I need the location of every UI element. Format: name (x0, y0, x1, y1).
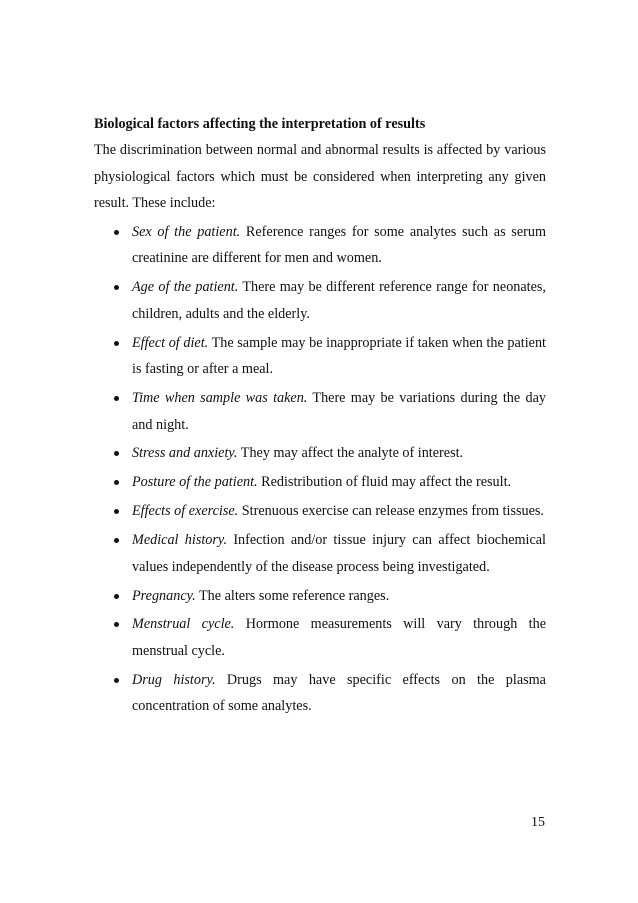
item-term: Menstrual cycle. (132, 616, 235, 633)
bullet-icon (114, 285, 119, 290)
item-term: Posture of the patient. (132, 474, 258, 491)
bullet-icon (114, 480, 119, 485)
list-item (94, 527, 546, 580)
item-term: Medical history. (132, 532, 227, 549)
list-item (94, 330, 546, 383)
list-item (94, 667, 546, 720)
item-text: Infection and/or tissue injury can affect biochemical values independently of the disease process being investigated. (132, 532, 546, 575)
intro-paragraph: The discrimination between normal and abnormal results is affected by various physiological factors which must be considered when interpreting any given result. These include: (94, 142, 546, 211)
list-item (94, 385, 546, 438)
list-item (94, 469, 546, 496)
item-text: The alters some reference ranges. (195, 587, 390, 604)
item-text: There may be variations during the day and night. (132, 390, 546, 433)
factors-list (94, 219, 546, 720)
item-term: Time when sample was taken. (132, 390, 308, 407)
item-term: Sex of the patient. (132, 223, 241, 240)
item-text: They may affect the analyte of interest. (237, 445, 464, 462)
item-text: The sample may be inappropriate if taken when the patient is fasting or after a meal. (132, 334, 546, 378)
item-term: Stress and anxiety. (132, 445, 238, 462)
list-item (94, 274, 546, 327)
bullet-icon (114, 341, 119, 346)
item-term: Effects of exercise. (132, 503, 239, 520)
bullet-icon (114, 230, 119, 235)
item-term: Drug history. (132, 671, 216, 688)
page-number: 15 (531, 815, 545, 830)
item-text: Strenuous exercise can release enzymes from tissues. (238, 503, 544, 520)
bullet-icon (114, 594, 119, 599)
item-text: Hormone measurements will vary through the menstrual cycle. (132, 616, 546, 659)
bullet-icon (114, 509, 119, 514)
list-item (94, 219, 546, 272)
list-item (94, 611, 546, 664)
item-text: Drugs may have specific effects on the plasma concentration of some analytes. (132, 671, 546, 715)
item-text: There may be different reference range for neonates, children, adults and the elderly. (132, 279, 546, 322)
item-term: Age of the patient. (132, 279, 239, 296)
list-item (94, 498, 546, 525)
bullet-icon (114, 538, 119, 543)
item-term: Pregnancy. (132, 587, 196, 604)
page-content (94, 111, 546, 720)
bullet-icon (114, 678, 119, 683)
list-item (94, 583, 546, 610)
bullet-icon (114, 622, 119, 627)
item-text: Reference ranges for some analytes such as serum creatinine are different for men and women. (132, 223, 546, 267)
item-term: Effect of diet. (132, 334, 209, 351)
bullet-icon (114, 396, 119, 401)
section-heading: Biological factors affecting the interpretation of results (94, 116, 426, 132)
bullet-icon (114, 451, 119, 456)
list-item (94, 440, 546, 467)
item-text: Redistribution of fluid may affect the result. (257, 474, 512, 491)
